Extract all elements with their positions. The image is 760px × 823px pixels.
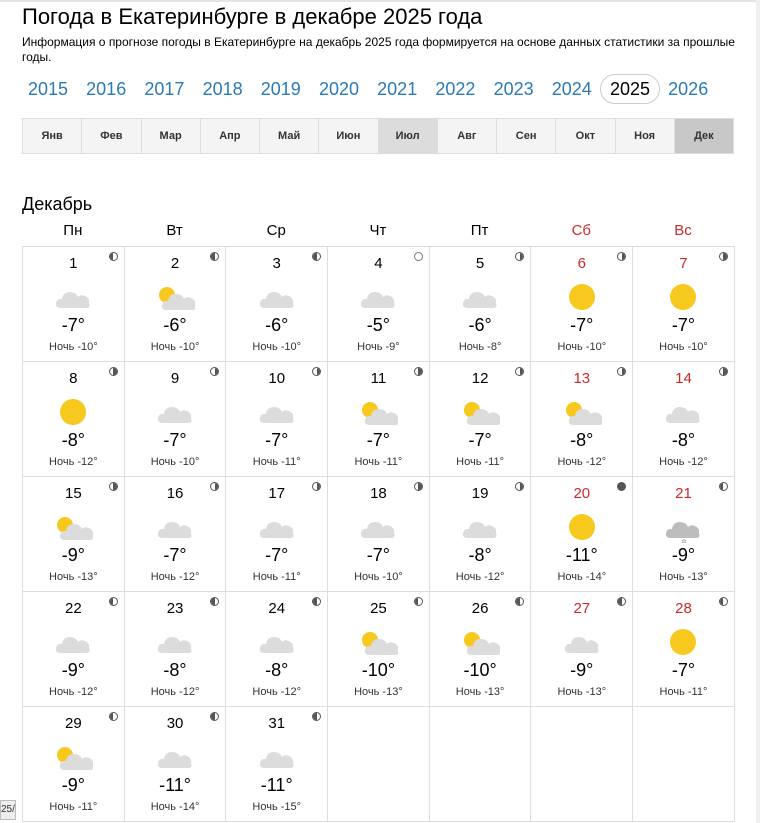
cloudy-icon [257,741,297,773]
day-temperature: -6° [265,315,289,335]
moon-phase-icon [719,252,728,261]
cloudy-icon [460,281,500,313]
day-temperature: -7° [366,545,390,565]
night-temperature: Ночь -10° [557,341,607,353]
day-cell[interactable] [23,477,125,592]
night-temperature: Ночь -12° [150,686,200,698]
month-tab[interactable]: Июн [319,119,378,153]
night-temperature: Ночь -12° [150,571,200,583]
day-temperature: -9° [671,545,696,565]
day-temperature: -8° [61,430,85,450]
day-temperature: -9° [61,545,85,565]
moon-phase-icon [312,597,321,606]
partly-cloudy-icon [562,396,602,428]
day-temperature: -7° [468,430,492,450]
night-temperature: Ночь -12° [659,456,708,468]
moon-phase-icon [210,367,219,376]
calendar-empty-cell [430,707,532,822]
month-tab[interactable]: Май [260,119,319,153]
night-temperature: Ночь -13° [659,571,708,583]
partly-cloudy-icon [460,396,500,428]
weekday-label: Пт [470,222,489,239]
cloudy-icon [257,511,297,543]
month-tab[interactable]: Авг [438,119,497,153]
cloudy-icon [155,741,195,773]
moon-phase-icon [210,482,219,491]
day-cell[interactable] [226,362,328,477]
partly-cloudy-icon [53,511,93,543]
day-temperature: -11° [565,545,598,565]
calendar-grid [22,246,735,822]
day-cell[interactable] [430,362,532,477]
day-number: 25 [370,600,387,617]
day-temperature: -7° [671,660,696,680]
page-title: Погода в Екатеринбурге в декабре 2025 года [22,4,483,29]
day-number: 27 [573,600,591,617]
day-temperature: -10° [463,660,497,680]
night-temperature: Ночь -10° [49,341,98,353]
year-link-2025[interactable]: 2025 [600,74,660,104]
day-cell[interactable] [633,362,735,477]
cloudy-icon [358,281,398,313]
day-temperature: -11° [159,775,191,795]
night-temperature: Ночь -10° [150,341,200,353]
cloudy-icon [663,396,703,428]
moon-phase-icon [109,482,118,491]
moon-phase-icon [109,367,118,376]
day-number: 28 [675,600,692,617]
month-tabs [22,118,734,154]
day-temperature: -6° [163,315,187,335]
day-cell[interactable] [430,592,532,707]
day-number: 2 [170,255,180,272]
month-tab[interactable]: Дек [675,119,733,153]
day-temperature: -10° [361,660,396,680]
day-cell[interactable] [125,707,227,822]
partly-cloudy-icon [155,281,195,313]
day-number: 21 [675,485,692,502]
night-temperature: Ночь -12° [455,571,505,583]
day-number: 12 [471,370,489,387]
sunny-icon [562,511,602,543]
partly-cloudy-icon [53,741,93,773]
year-link-2023[interactable]: 2023 [493,79,534,99]
month-tab[interactable]: Апр [201,119,260,153]
day-number: 16 [166,485,184,502]
cloudy-icon [155,626,195,658]
night-temperature: Ночь -11° [49,801,98,813]
cloudy-icon [562,626,602,658]
moon-phase-icon [312,367,321,376]
night-temperature: Ночь -10° [354,571,403,583]
moon-phase-icon [312,252,321,261]
day-cell[interactable] [23,247,125,362]
night-temperature: Ночь -12° [49,456,98,468]
day-cell[interactable] [125,592,227,707]
year-link-2021[interactable]: 2021 [377,79,418,99]
night-temperature: Ночь -11° [354,456,403,468]
weekday-header [22,222,734,244]
moon-phase-icon [109,712,118,721]
weekday-label: Чт [369,222,387,239]
day-number: 13 [573,370,591,387]
partly-cloudy-icon [460,626,500,658]
moon-phase-icon [414,252,423,261]
day-cell[interactable] [633,477,735,592]
sunny-icon [562,281,602,313]
night-temperature: Ночь -13° [557,686,607,698]
day-temperature: -8° [570,430,594,450]
cloudy-icon [358,511,398,543]
day-cell[interactable] [531,477,633,592]
day-cell[interactable] [125,362,227,477]
night-temperature: Ночь -12° [49,686,98,698]
cloudy-icon [257,281,297,313]
night-temperature: Ночь -11° [252,456,301,468]
calendar-empty-cell [531,707,633,822]
weekday-label: Сб [571,222,591,239]
month-tab[interactable]: Ноя [616,119,675,153]
day-cell[interactable] [430,247,532,362]
day-cell[interactable] [531,592,633,707]
weekday-label: Ср [266,222,286,239]
year-link-2016[interactable]: 2016 [86,79,127,99]
month-tab[interactable]: Мар [142,119,201,153]
day-number: 9 [170,370,180,387]
day-cell[interactable] [226,707,328,822]
day-cell[interactable] [226,592,328,707]
day-cell[interactable] [531,362,633,477]
day-cell[interactable] [328,477,430,592]
moon-phase-icon [719,482,728,491]
day-cell[interactable] [23,362,125,477]
snow-icon [663,511,703,543]
day-cell[interactable] [430,477,532,592]
year-link-2019[interactable]: 2019 [260,79,301,99]
night-temperature: Ночь -13° [354,686,403,698]
night-temperature: Ночь -11° [456,456,504,468]
day-number: 10 [268,370,286,387]
moon-phase-icon [617,367,626,376]
partly-cloudy-icon [358,396,398,428]
svg-text:✲: ✲ [681,539,688,543]
year-link-2022[interactable]: 2022 [435,79,476,99]
year-link-2024[interactable]: 2024 [551,79,592,99]
moon-phase-icon [312,482,321,491]
day-temperature: -7° [671,315,696,335]
calendar-empty-cell [328,707,430,822]
night-temperature: Ночь -11° [252,571,301,583]
month-tab[interactable]: Июл [379,119,438,153]
moon-phase-icon [719,597,728,606]
day-temperature: -9° [61,775,85,795]
moon-phase-icon [109,252,118,261]
day-temperature: -7° [265,430,289,450]
month-tab[interactable]: Окт [556,119,615,153]
day-number: 4 [374,255,383,272]
day-cell[interactable] [226,477,328,592]
night-temperature: Ночь -13° [455,686,505,698]
day-cell[interactable] [125,247,227,362]
scrollbar-track[interactable] [756,0,760,823]
day-number: 31 [268,715,286,732]
moon-phase-icon [414,482,423,491]
day-number: 17 [268,485,286,502]
day-number: 6 [577,255,586,272]
day-temperature: -8° [468,545,492,565]
page-description: Информация о прогнозе погоды в Екатеринбурге на декабрь 2025 года формируется на основе данных статистики за прошлые годы. [22,35,735,64]
day-temperature: -11° [260,775,293,795]
day-number: 19 [471,485,489,502]
moon-phase-icon [414,367,423,376]
night-temperature: Ночь -12° [557,456,607,468]
night-temperature: Ночь -12° [252,686,302,698]
year-link-2020[interactable]: 2020 [318,79,360,99]
sunny-icon [663,626,703,658]
moon-phase-icon [719,367,728,376]
day-cell[interactable] [328,362,430,477]
night-temperature: Ночь -9° [357,341,400,353]
night-temperature: Ночь -11° [659,686,708,698]
cloudy-icon [53,281,93,313]
cloudy-icon [53,626,93,658]
corner-label: 25/ [0,800,16,820]
moon-phase-icon [312,712,321,721]
moon-phase-icon [617,252,626,261]
day-cell[interactable] [226,247,328,362]
calendar-empty-cell [633,707,735,822]
day-temperature: -7° [265,545,289,565]
year-link-2026[interactable]: 2026 [668,79,709,99]
day-cell[interactable] [125,477,227,592]
day-cell[interactable] [531,247,633,362]
cloudy-icon [155,511,195,543]
day-temperature: -8° [163,660,187,680]
moon-phase-icon [515,482,524,491]
weekday-label: Вт [166,222,183,239]
day-temperature: -7° [61,315,85,335]
sunny-icon [663,281,703,313]
cloudy-icon [257,396,297,428]
sunny-icon [53,396,93,428]
day-number: 18 [370,485,387,502]
day-number: 14 [675,370,692,387]
day-cell[interactable] [633,592,735,707]
day-number: 8 [69,370,78,387]
night-temperature: Ночь -14° [150,801,200,813]
day-cell[interactable] [328,247,430,362]
partly-cloudy-icon [358,626,398,658]
day-temperature: -6° [468,315,492,335]
day-number: 30 [166,715,184,732]
day-temperature: -7° [570,315,594,335]
moon-phase-icon [414,597,423,606]
year-link-2017[interactable]: 2017 [144,79,185,99]
day-number: 26 [471,600,489,617]
day-temperature: -8° [265,660,289,680]
day-number: 5 [475,255,485,272]
top-border [0,0,760,2]
day-temperature: -7° [163,545,187,565]
day-number: 3 [272,255,281,272]
cloudy-icon [460,511,500,543]
day-number: 11 [370,370,387,387]
month-tab[interactable]: Фев [82,119,141,153]
day-number: 24 [268,600,286,617]
day-number: 20 [573,485,591,502]
day-number: 7 [679,255,688,272]
moon-phase-icon [515,367,524,376]
night-temperature: Ночь -10° [659,341,708,353]
day-number: 1 [69,255,78,272]
day-temperature: -9° [61,660,85,680]
day-temperature: -7° [366,430,390,450]
day-temperature: -8° [671,430,696,450]
weekday-label: Пн [63,222,83,239]
day-number: 23 [166,600,184,617]
day-temperature: -5° [366,315,390,335]
cloudy-icon [257,626,297,658]
month-tab[interactable]: Янв [23,119,82,153]
day-number: 29 [65,715,82,732]
day-number: 15 [65,485,82,502]
day-cell[interactable] [23,707,125,822]
day-cell[interactable] [23,592,125,707]
month-title: Декабрь [22,194,93,214]
moon-phase-icon [515,252,524,261]
day-temperature: -9° [570,660,594,680]
night-temperature: Ночь -8° [458,341,502,353]
day-number: 22 [65,600,82,617]
month-tab[interactable]: Сен [497,119,556,153]
night-temperature: Ночь -15° [252,801,302,813]
moon-phase-icon [109,597,118,606]
year-selector [22,74,734,106]
day-temperature: -7° [163,430,187,450]
day-cell[interactable] [328,592,430,707]
cloudy-icon [155,396,195,428]
year-link-2018[interactable]: 2018 [202,79,243,99]
night-temperature: Ночь -14° [557,571,607,583]
night-temperature: Ночь -10° [252,341,302,353]
year-link-2015[interactable]: 2015 [27,79,69,99]
weekday-label: Вс [674,222,692,239]
night-temperature: Ночь -10° [150,456,200,468]
day-cell[interactable] [633,247,735,362]
night-temperature: Ночь -13° [49,571,98,583]
